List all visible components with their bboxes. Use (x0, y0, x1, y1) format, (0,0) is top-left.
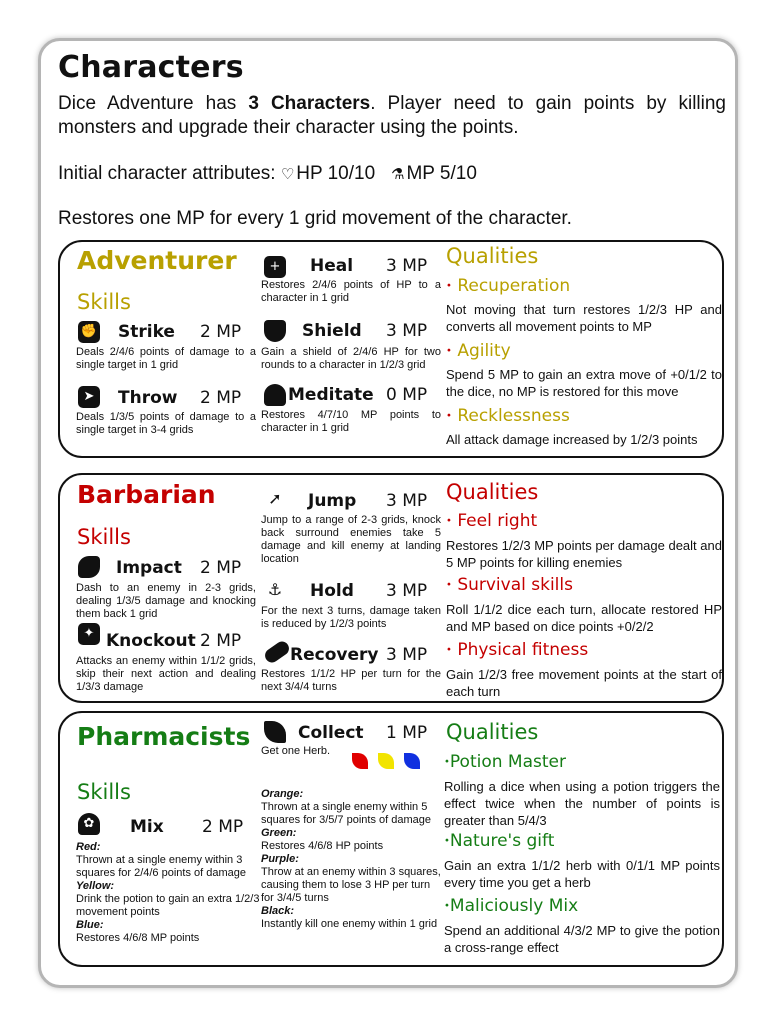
adventurer-title: Adventurer (77, 246, 237, 275)
barbarian-skills-title: Skills (77, 525, 131, 549)
pharmacists-quality-2-desc: Gain an extra 1/1/2 herb with 0/1/1 MP points every time you get a herb (444, 858, 720, 890)
strike-icon: ✊ (78, 321, 100, 343)
meditate-icon (264, 384, 286, 406)
mix-skill-desc (76, 841, 260, 945)
jump-skill-name: Jump (308, 491, 357, 511)
throw-icon: ➤ (78, 386, 100, 408)
mix-blue-desc: Restores 4/6/8 MP points (76, 932, 200, 944)
collect-icon (264, 721, 286, 743)
hold-icon: ⚓ (264, 579, 286, 601)
collect-skill-name: Collect (298, 723, 364, 743)
shield-skill-cost: 3 MP (386, 321, 428, 341)
black-herb-desc: Instantly kill one enemy within 1 grid (261, 918, 438, 930)
barbarian-qualities-title: Qualities (446, 480, 539, 504)
knockout-icon: ✦ (78, 623, 100, 645)
knockout-skill-cost: 2 MP (200, 631, 242, 651)
shield-skill-desc: Gain a shield of 2/4/6 HP for two rounds to a character in 1/2/3 grid (261, 346, 441, 371)
orange-herb-desc: Thrown at a single enemy within 5 squares for 3/5/7 points of damage (261, 801, 431, 826)
restore-note: Restores one MP for every 1 grid movement of the character. (58, 208, 572, 229)
impact-icon (78, 556, 100, 578)
mix-red-desc: Thrown at a single enemy within 3 squares for 2/4/6 points of damage (76, 854, 246, 879)
purple-herb-desc: Throw at an enemy within 3 squares, causing them to lose 3 HP per turn for 3/4/5 turns (261, 866, 441, 904)
meditate-skill-desc: Restores 4/7/10 MP points to character in 1 grid (261, 409, 441, 434)
strike-skill-name: Strike (118, 322, 175, 342)
yellow-herb-icon (378, 753, 394, 769)
barbarian-title: Barbarian (77, 480, 216, 509)
throw-skill-name: Throw (118, 388, 178, 408)
hold-skill-desc: For the next 3 turns, damage taken is reduced by 1/2/3 points (261, 605, 441, 630)
mix-blue-label: Blue: (76, 919, 104, 931)
mix-skill-cost: 2 MP (202, 817, 244, 837)
recovery-skill-name: Recovery (290, 645, 379, 665)
adventurer-quality-2-desc: Spend 5 MP to gain an extra move of +0/1/2 to the dice, no MP is restored for this move (446, 367, 722, 399)
impact-skill-name: Impact (116, 558, 182, 578)
jump-icon: ➚ (264, 488, 286, 510)
pharmacists-quality-3: •Maliciously Mix (444, 896, 579, 916)
mix-yellow-label: Yellow: (76, 880, 115, 892)
jump-skill-desc: Jump to a range of 2-3 grids, knock back surround enemies take 5 damage and kill enemy at landing location (261, 514, 441, 565)
blue-herb-icon (404, 753, 420, 769)
collect-skill-cost: 1 MP (386, 723, 428, 743)
knockout-skill-desc: Attacks an enemy within 1/1/2 grids, skip their next action and dealing 1/3/3 damage (76, 655, 256, 693)
throw-skill-cost: 2 MP (200, 388, 242, 408)
recovery-skill-cost: 3 MP (386, 645, 428, 665)
pharmacists-qualities-title: Qualities (446, 720, 539, 744)
pharmacists-skills-title: Skills (77, 780, 131, 804)
mix-skill-name: Mix (130, 817, 164, 837)
orange-herb-label: Orange: (261, 788, 304, 800)
recovery-skill-desc: Restores 1/1/2 HP per turn for the next 3/4/4 turns (261, 668, 441, 693)
strike-skill-desc: Deals 2/4/6 points of damage to a single target in 1 grid (76, 346, 256, 371)
throw-skill-desc: Deals 1/3/5 points of damage to a single target in 3-4 grids (76, 411, 256, 436)
mp-value: MP 5/10 (406, 163, 477, 184)
pharmacists-quality-1: •Potion Master (444, 752, 566, 772)
barbarian-quality-3: • Physical fitness (446, 640, 589, 660)
adventurer-quality-3-desc: All attack damage increased by 1/2/3 points (446, 432, 698, 447)
meditate-skill-cost: 0 MP (386, 385, 428, 405)
green-herb-desc: Restores 4/6/8 HP points (261, 840, 384, 852)
potion-icon: ⚗ (391, 166, 405, 183)
green-herb-label: Green: (261, 827, 297, 839)
heal-skill-cost: 3 MP (386, 256, 428, 276)
red-herb-icon (352, 753, 368, 769)
pharmacists-quality-2: •Nature's gift (444, 831, 555, 851)
heal-skill-desc: Restores 2/4/6 points of HP to a character in 1 grid (261, 279, 441, 304)
adventurer-quality-1: • Recuperation (446, 276, 571, 296)
barbarian-panel (58, 473, 724, 703)
mix-yellow-desc: Drink the potion to gain an extra 1/2/3 movement points (76, 893, 260, 918)
black-herb-label: Black: (261, 905, 295, 917)
pharmacists-quality-1-desc: Rolling a dice when using a potion triggers the effect twice when the number of points is greater than 5/4/3 (444, 779, 720, 828)
attributes-label: Initial character attributes: (58, 163, 276, 184)
barbarian-quality-1: • Feel right (446, 511, 538, 531)
pharmacists-title: Pharmacists (77, 722, 251, 751)
adventurer-quality-1-desc: Not moving that turn restores 1/2/3 HP and converts all movement points to MP (446, 302, 722, 334)
strike-skill-cost: 2 MP (200, 322, 242, 342)
pharmacists-panel (58, 711, 724, 967)
hold-skill-cost: 3 MP (386, 581, 428, 601)
intro-text: Dice Adventure has 3 Characters. Player need to gain points by killing monsters and upgrade their character using the points. (58, 93, 726, 138)
barbarian-quality-3-desc: Gain 1/2/3 free movement points at the start of each turn (446, 667, 722, 699)
collect-herb-effects (261, 788, 445, 931)
adventurer-panel (58, 240, 724, 458)
impact-skill-desc: Dash to an enemy in 2-3 grids, dealing 1/3/5 damage and knocking them back 1 grid (76, 582, 256, 620)
pharmacists-quality-3-desc: Spend an additional 4/3/2 MP to give the potion a cross-range effect (444, 923, 720, 955)
page-title: Characters (58, 50, 244, 85)
jump-skill-cost: 3 MP (386, 491, 428, 511)
mix-icon: ✿ (78, 813, 100, 835)
collect-skill-desc: Get one Herb. (261, 745, 331, 757)
adventurer-qualities-title: Qualities (446, 244, 539, 268)
heart-icon: ♡ (280, 166, 295, 183)
mix-red-label: Red: (76, 841, 101, 853)
adventurer-quality-3: • Recklessness (446, 406, 570, 426)
purple-herb-label: Purple: (261, 853, 299, 865)
barbarian-quality-1-desc: Restores 1/2/3 MP points per damage dealt and 5 MP points for killing enemies (446, 538, 722, 570)
recovery-icon (262, 639, 291, 665)
meditate-skill-name: Meditate (288, 385, 374, 405)
heal-icon: + (264, 256, 286, 278)
hp-value: HP 10/10 (296, 163, 376, 184)
shield-icon (264, 320, 286, 342)
barbarian-quality-2-desc: Roll 1/1/2 dice each turn, allocate restored HP and MP based on dice points +0/2/2 (446, 602, 722, 634)
knockout-skill-name: Knockout (106, 631, 196, 651)
adventurer-quality-2: • Agility (446, 341, 511, 361)
hold-skill-name: Hold (310, 581, 354, 601)
heal-skill-name: Heal (310, 256, 354, 276)
shield-skill-name: Shield (302, 321, 362, 341)
impact-skill-cost: 2 MP (200, 558, 242, 578)
initial-attributes (58, 163, 477, 185)
barbarian-quality-2: • Survival skills (446, 575, 573, 595)
adventurer-skills-title: Skills (77, 290, 131, 314)
